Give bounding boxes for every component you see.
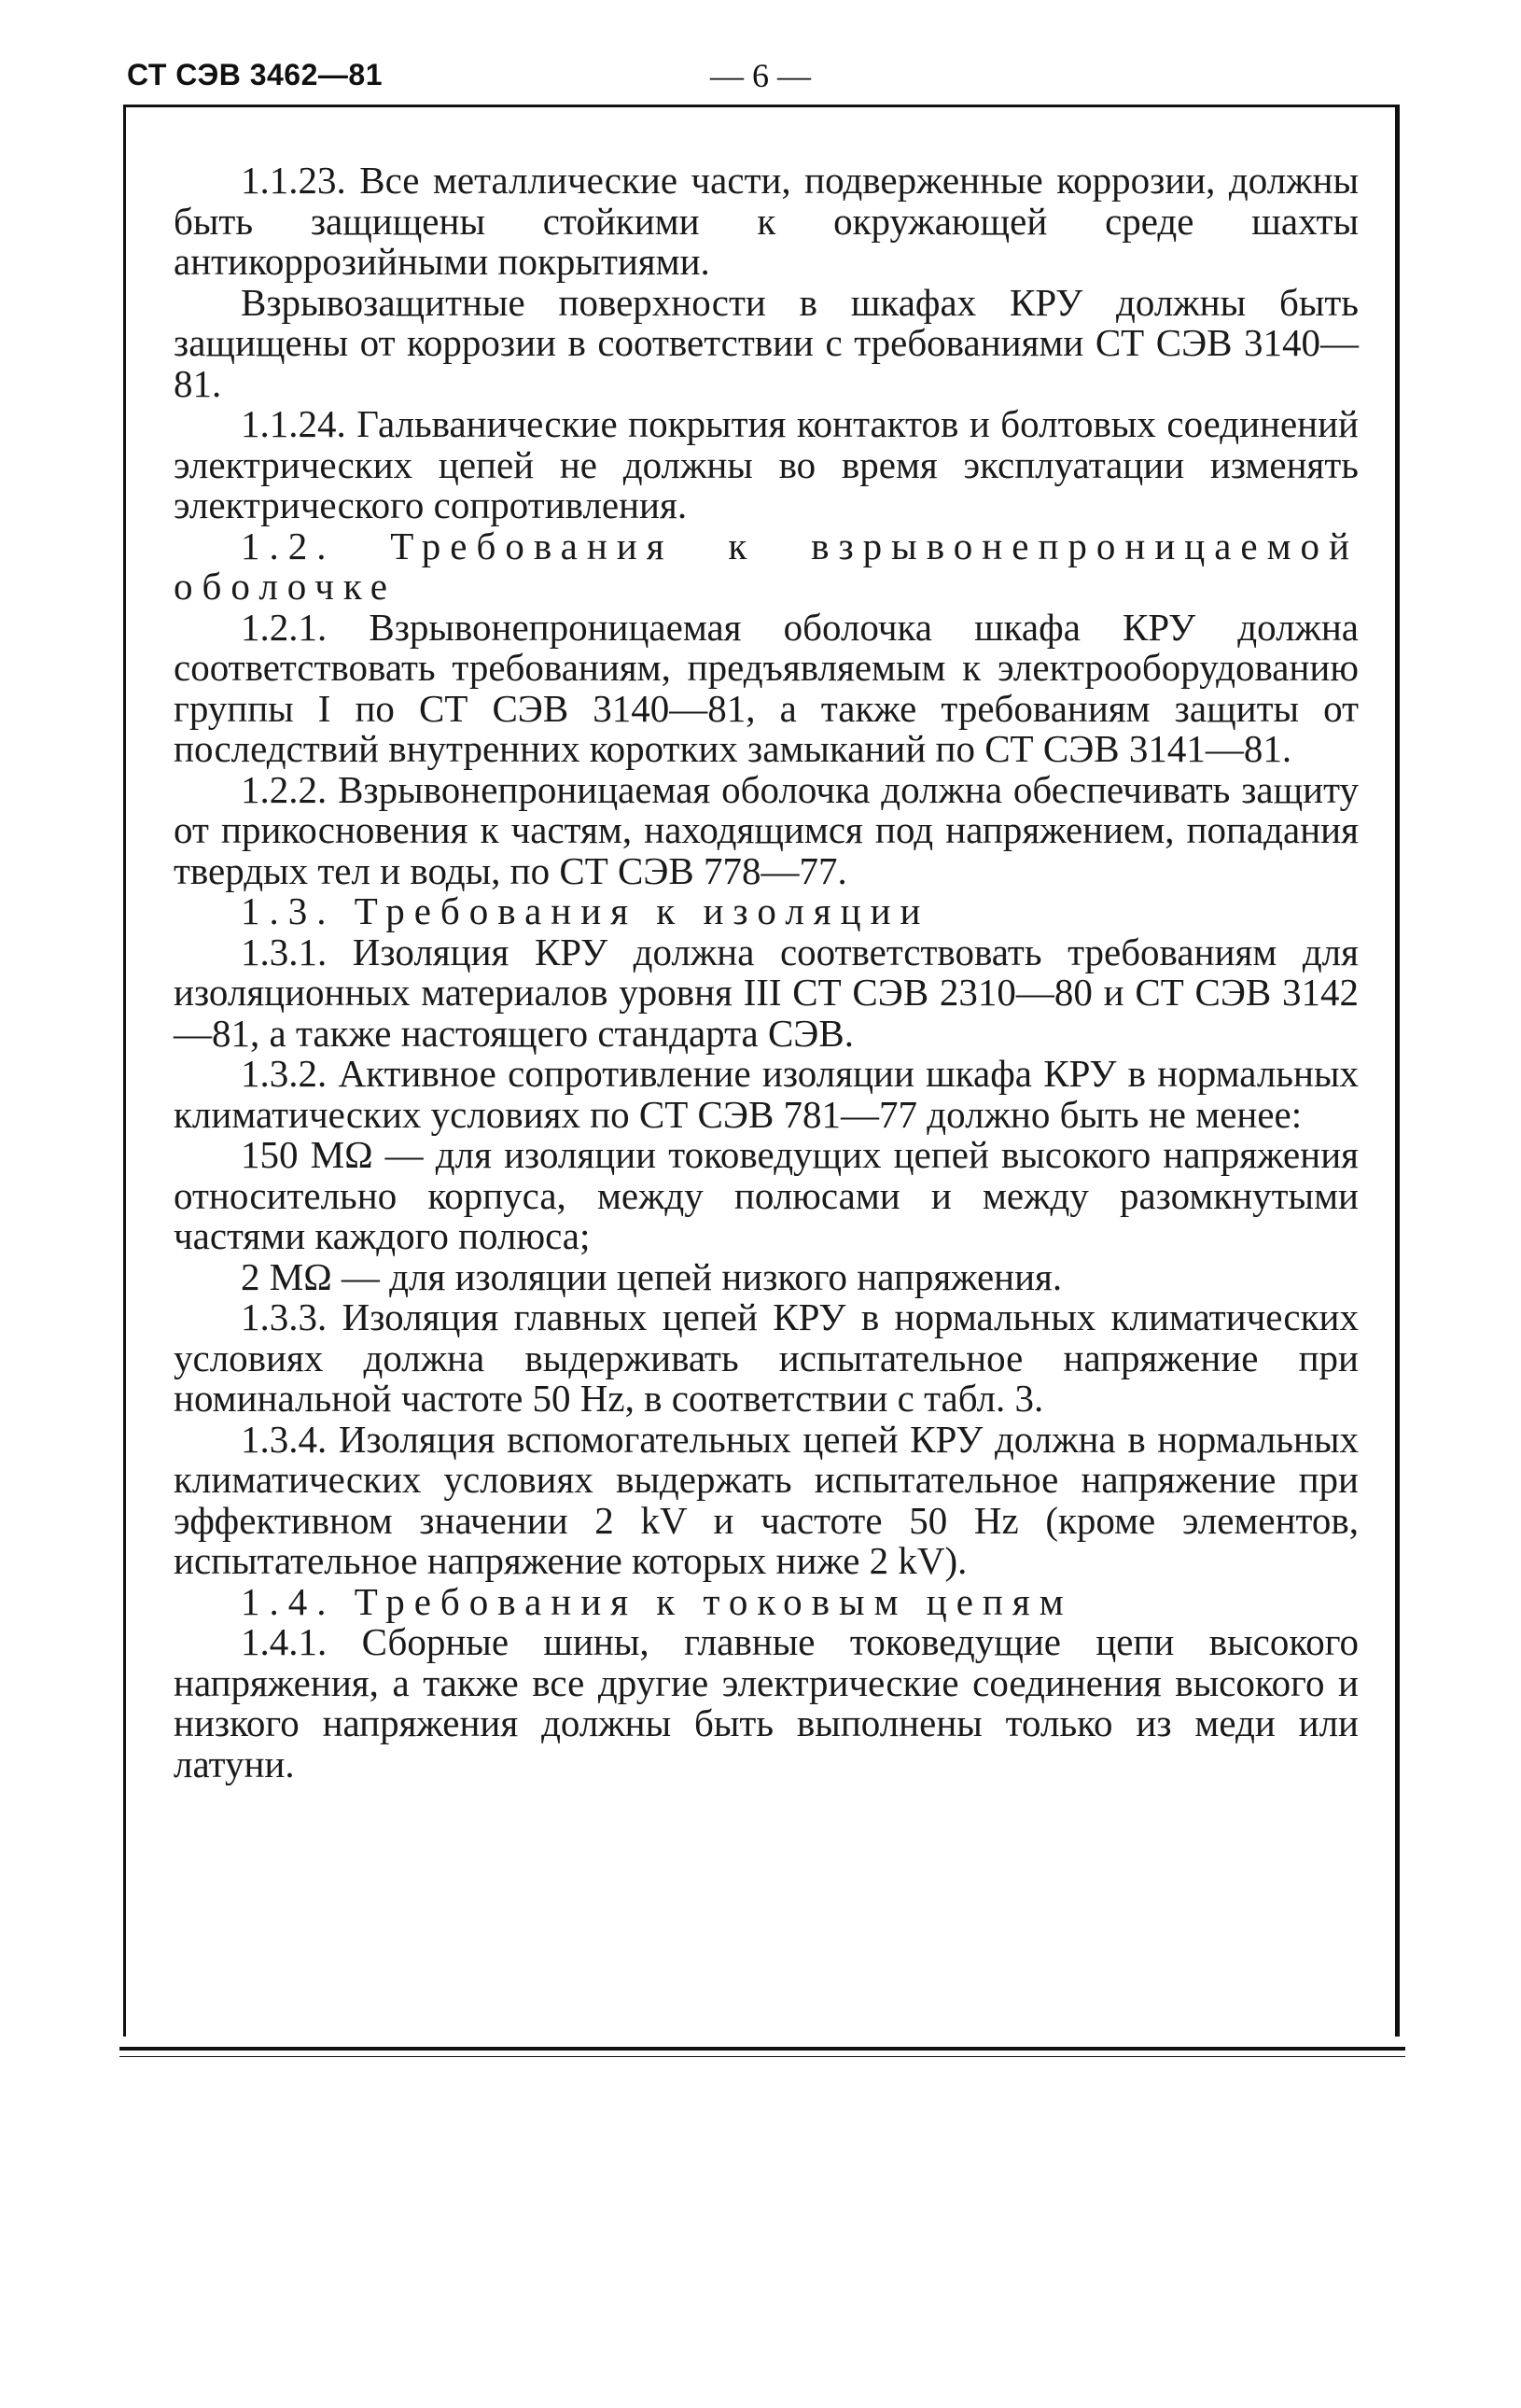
- paragraph-1-1-23: 1.1.23. Все металлические части, подверженные коррозии, должны быть защищены стойкими к окружающей среде шахты антикоррозийными покрытиями.: [174, 159, 1359, 283]
- paragraph-1-3-1: 1.3.1. Изоляция КРУ должна соответствовать требованиям для изоляционных материалов уровня III СТ СЭВ 2310—80 и СТ СЭВ 3142—81, а также настоящего стандарта СЭВ.: [174, 930, 1359, 1055]
- paragraph-1-2-2: 1.2.2. Взрывонепроницаемая оболочка должна обеспечивать защиту от прикосновения к частям, находящимся под напряжением, попадания твердых тел и воды, по СТ СЭВ 778—77.: [174, 767, 1359, 892]
- paragraph-2-mohm: 2 MΩ — для изоляции цепей низкого напряжения.: [241, 1254, 1063, 1298]
- paragraph-explosion-protected-surfaces: Взрывозащитные поверхности в шкафах КРУ должны быть защищены от коррозии в соответствии с требованиями СТ СЭВ 3140—81.: [174, 280, 1359, 405]
- page-number: — 6 —: [710, 57, 811, 94]
- paragraph-150-mohm: 150 MΩ — для изоляции токоведущих цепей высокого напряжения относительно корпуса, между полюсами и между разомкнутыми частями каждого полюса;: [174, 1133, 1359, 1257]
- section-heading-1-4: 1.4. Требования к токовым цепям: [241, 1579, 1073, 1623]
- section-heading-1-3: 1.3. Требования к изоляции: [241, 889, 930, 932]
- paragraph-1-3-3: 1.3.3. Изоляция главных цепей КРУ в нормальных климатических условиях должна выдерживать испытательное напряжение при номинальной частоте 50 Hz, в соответствии с табл. 3.: [174, 1295, 1359, 1420]
- paragraph-1-3-4: 1.3.4. Изоляция вспомогательных цепей КРУ должна в нормальных климатических условиях выдержать испытательное напряжение при эффективном значении 2 kV и частоте 50 Hz (кроме элементов, испытательное напряжение которых ниже 2 kV).: [174, 1417, 1359, 1582]
- bottom-rule-thin: [119, 2056, 1405, 2057]
- page-body: [174, 161, 1359, 1785]
- document-code: СТ СЭВ 3462—81: [127, 58, 383, 91]
- paragraph-1-1-24: 1.1.24. Гальванические покрытия контактов и болтовых соединений электрических цепей не должны во время эксплуатации изменять электрического сопротивления.: [174, 402, 1359, 526]
- paragraph-1-3-2: 1.3.2. Активное сопротивление изоляции шкафа КРУ в нормальных климатических условиях по СТ СЭВ 781—77 должно быть не менее:: [174, 1052, 1359, 1136]
- section-heading-1-2: 1.2. Требования к взрывонепроницаемой оболочке: [174, 524, 1359, 608]
- paragraph-1-2-1: 1.2.1. Взрывонепроницаемая оболочка шкафа КРУ должна соответствовать требованиям, предъявляемым к электрооборудованию группы I по СТ СЭВ 3140—81, а также требованиям защиты от последствий внутренних коротких замыканий по СТ СЭВ 3141—81.: [174, 605, 1359, 770]
- paragraph-1-4-1: 1.4.1. Сборные шины, главные токоведущие цепи высокого напряжения, а также все другие электрические соединения высокого и низкого напряжения должны быть выполнены только из меди или латуни.: [174, 1620, 1359, 1785]
- bottom-rule: [119, 2047, 1405, 2051]
